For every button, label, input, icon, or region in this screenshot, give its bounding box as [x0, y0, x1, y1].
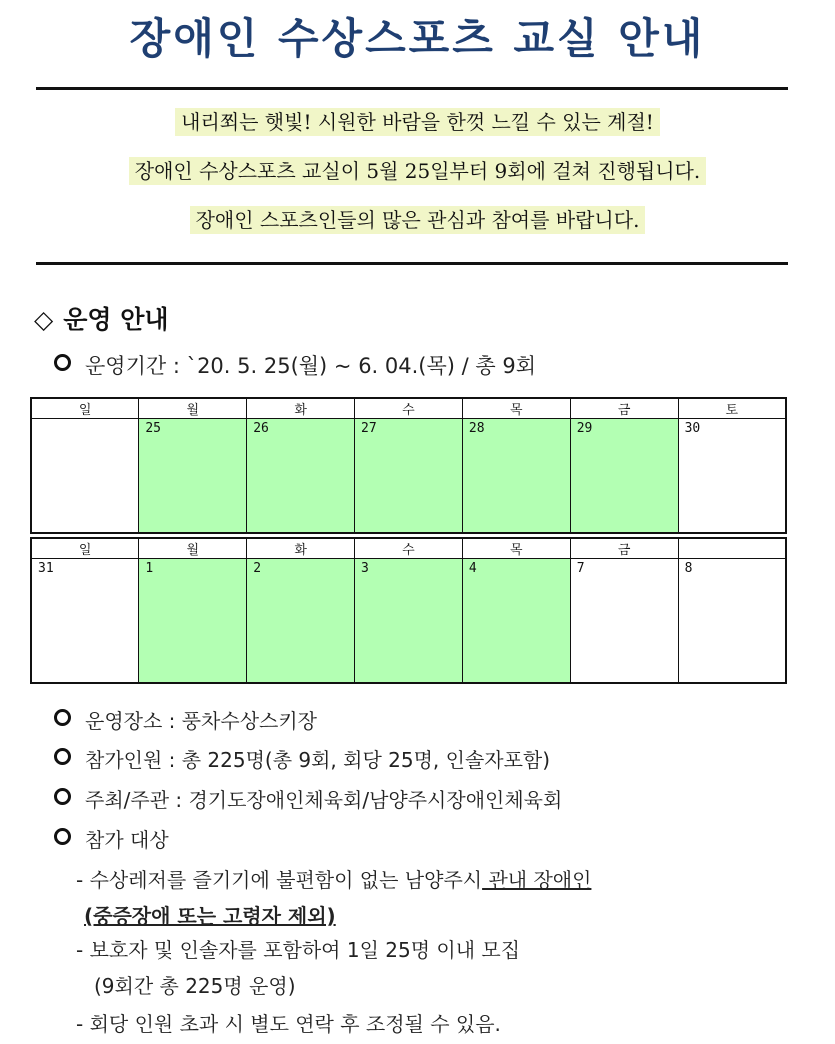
weekday-header: 토 — [678, 398, 786, 419]
calendar-day: 3 — [355, 559, 463, 684]
intro-line-1: 내리쬐는 햇빛! 시원한 바람을 한껏 느낄 수 있는 계절! — [0, 106, 835, 135]
weekday-header: 월 — [139, 538, 247, 559]
calendar-day: 2 — [247, 559, 355, 684]
calendar-day: 7 — [570, 559, 678, 684]
calendar-day: 30 — [678, 419, 786, 534]
bottom-divider — [36, 262, 788, 265]
page-title: 장애인 수상스포츠 교실 안내 — [129, 14, 706, 63]
calendar-day — [31, 419, 139, 534]
intro-line-3: 장애인 스포츠인들의 많은 관심과 참여를 바랍니다. — [0, 204, 835, 233]
period-item: 운영기간 : `20. 5. 25(월) ~ 6. 04.(목) / 총 9회 — [54, 350, 536, 380]
intro-line-2: 장애인 수상스포츠 교실이 5월 25일부터 9회에 걸쳐 진행됩니다. — [0, 155, 835, 184]
top-divider — [36, 87, 788, 90]
weekday-header: 수 — [355, 398, 463, 419]
weekday-header — [678, 538, 786, 559]
weekday-header: 월 — [139, 398, 247, 419]
calendar-day: 29 — [570, 419, 678, 534]
calendar-day: 4 — [462, 559, 570, 684]
weekday-header: 목 — [462, 538, 570, 559]
calendar-day: 1 — [139, 559, 247, 684]
circle-bullet-icon — [54, 354, 71, 371]
weekday-header: 일 — [31, 398, 139, 419]
target-detail-1: - 수상레저를 즐기기에 불편함이 없는 남양주시 관내 장애인 — [76, 868, 592, 892]
calendar-day: 28 — [462, 419, 570, 534]
host-item: 주최/주관 : 경기도장애인체육회/남양주시장애인체육회 — [54, 784, 562, 813]
weekday-header: 화 — [247, 538, 355, 559]
calendar-day: 31 — [31, 559, 139, 684]
calendar-header-row — [31, 398, 786, 419]
participants-item: 참가인원 : 총 225명(총 9회, 회당 25명, 인솔자포함) — [54, 744, 550, 773]
weekday-header: 목 — [462, 398, 570, 419]
weekday-header: 일 — [31, 538, 139, 559]
weekday-header: 금 — [570, 538, 678, 559]
circle-bullet-icon — [54, 828, 71, 845]
circle-bullet-icon — [54, 788, 71, 805]
circle-bullet-icon — [54, 748, 71, 765]
calendar-week-1 — [30, 397, 787, 534]
target-item: 참가 대상 — [54, 824, 169, 853]
weekday-header: 화 — [247, 398, 355, 419]
calendar-day: 25 — [139, 419, 247, 534]
weekday-header: 금 — [570, 398, 678, 419]
target-detail-3: - 보호자 및 인솔자를 포함하여 1일 25명 이내 모집 — [76, 938, 521, 962]
circle-bullet-icon — [54, 709, 71, 726]
calendar-day: 8 — [678, 559, 786, 684]
venue-item: 운영장소 : 풍차수상스키장 — [54, 705, 317, 734]
diamond-icon: ◇ — [34, 305, 54, 334]
section-heading: ◇ 운영 안내 — [34, 305, 169, 334]
calendar-day: 27 — [355, 419, 463, 534]
calendar-day-row — [31, 559, 786, 684]
weekday-header: 수 — [355, 538, 463, 559]
calendar-day: 26 — [247, 419, 355, 534]
target-detail-2: (중증장애 또는 고령자 제외) — [84, 904, 336, 928]
calendar-week-2 — [30, 537, 787, 684]
calendar-header-row — [31, 538, 786, 559]
calendar-day-row — [31, 419, 786, 534]
underlined-text: 관내 장애인 — [482, 868, 592, 892]
target-detail-4: (9회간 총 225명 운영) — [94, 974, 296, 998]
target-detail-5: - 회당 인원 초과 시 별도 연락 후 조정될 수 있음. — [76, 1012, 501, 1036]
